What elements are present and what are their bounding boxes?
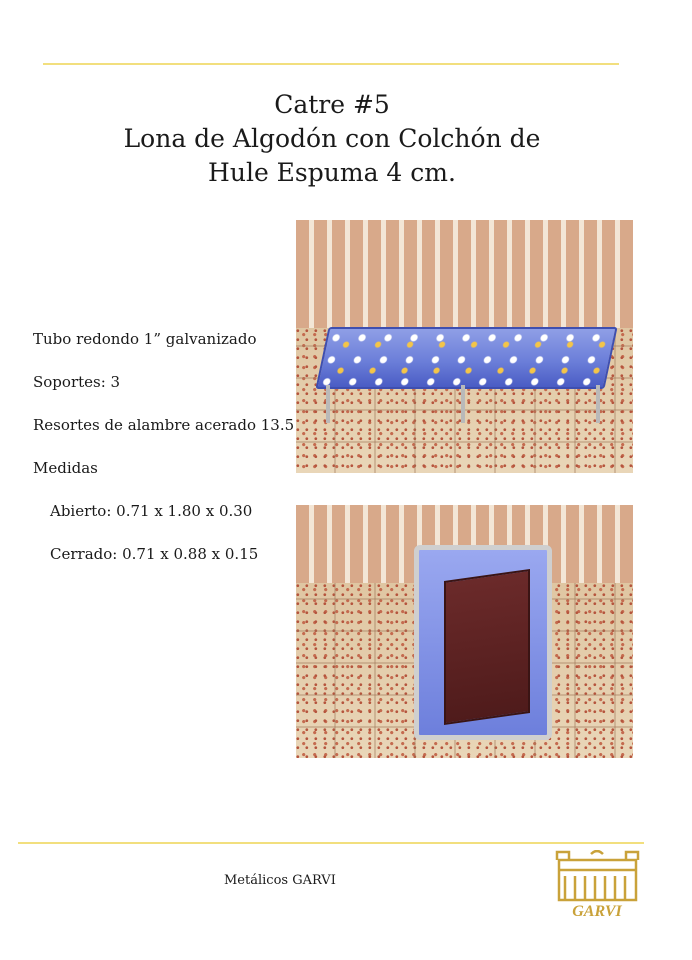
spec-abierto: Abierto: 0.71 x 1.80 x 0.30	[50, 502, 253, 520]
cot-legs	[326, 385, 601, 427]
spec-cerrado: Cerrado: 0.71 x 0.88 x 0.15	[50, 545, 259, 563]
page-title	[0, 88, 664, 190]
spec-medidas: Medidas	[33, 459, 98, 477]
photo-cot-folded	[296, 505, 633, 758]
photo-cot-open	[296, 220, 633, 473]
spec-resortes: Resortes de alambre acerado 13.5	[33, 416, 295, 434]
company-name: Metálicos GARVI	[224, 873, 336, 888]
title-line-2: Lona de Algodón con Colchón de	[123, 124, 541, 153]
canvas-panel	[444, 569, 530, 725]
bottom-divider	[18, 842, 644, 844]
garvi-logo-icon	[551, 850, 644, 920]
logo-text: GARVI	[572, 903, 622, 920]
title-line-1: Catre #5	[274, 90, 390, 119]
spec-tubo: Tubo redondo 1” galvanizado	[33, 330, 257, 348]
top-divider	[43, 63, 619, 65]
spec-soportes: Soportes: 3	[33, 373, 121, 391]
title-line-3: Hule Espuma 4 cm.	[208, 158, 456, 187]
mattress	[315, 327, 617, 389]
